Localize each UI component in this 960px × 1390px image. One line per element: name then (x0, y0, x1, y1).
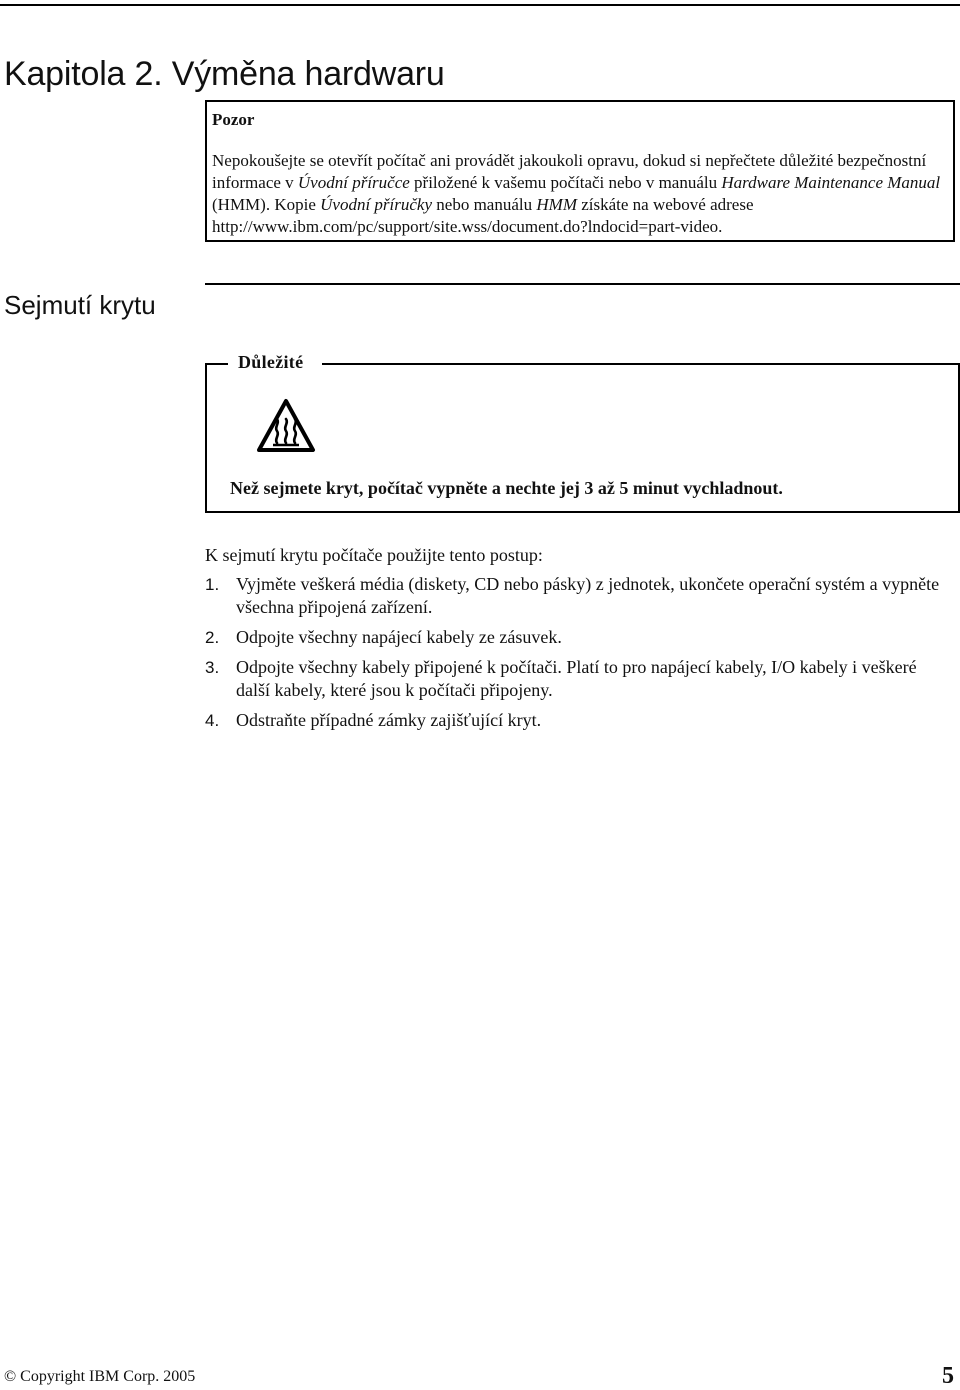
step-number: 4. (205, 711, 220, 730)
hot-surface-warning-icon (255, 397, 317, 455)
procedure-intro: K sejmutí krytu počítače použijte tento postup: (205, 545, 543, 565)
step-text: Odpojte všechny napájecí kabely ze zásuvek. (236, 627, 562, 647)
caution-text-part: (HMM). Kopie (212, 195, 321, 214)
list-item (205, 626, 955, 649)
section-rule (205, 283, 960, 285)
important-text: Než sejmete kryt, počítač vypněte a nechte jej 3 až 5 minut vychladnout. (230, 478, 783, 498)
list-item (205, 656, 955, 702)
step-number: 3. (205, 658, 220, 677)
section-title: Sejmutí krytu (4, 290, 156, 320)
top-rule (0, 4, 960, 6)
caution-text-italic: Hardware Maintenance Manual (721, 173, 941, 192)
chapter-title: Kapitola 2. Výměna hardwaru (4, 55, 445, 93)
step-number: 2. (205, 628, 220, 647)
caution-label: Pozor (212, 110, 255, 129)
caution-text-part: získáte na webové adrese http://www.ibm.com/pc/support/site.wss/document.do?lndocid=part-video. (212, 195, 754, 236)
step-text: Vyjměte veškerá média (diskety, CD nebo pásky) z jednotek, ukončete operační systém a vypněte všechna připojená zařízení. (236, 574, 940, 617)
caution-text-italic: HMM (536, 195, 577, 214)
important-box-top-border (322, 363, 960, 365)
caution-text-italic: Úvodní příručky (320, 195, 433, 214)
caution-text-part: Nepokoušejte se otevřít počítač ani provádět jakoukoli opravu, dokud si nepřečtete důležité bezpečnostní informace v (212, 151, 927, 192)
list-item (205, 573, 955, 619)
step-text: Odstraňte případné zámky zajišťující kryt. (236, 710, 542, 730)
important-box-top-border (205, 363, 228, 365)
caution-text (212, 150, 948, 238)
caution-text-italic: Úvodní příručce (297, 173, 410, 192)
page-number: 5 (942, 1363, 954, 1389)
footer-copyright: © Copyright IBM Corp. 2005 (4, 1368, 196, 1385)
caution-text-part: nebo manuálu (432, 195, 537, 214)
caution-box (205, 100, 955, 242)
step-number: 1. (205, 575, 220, 594)
important-label: Důležité (238, 352, 304, 372)
list-item (205, 709, 955, 732)
procedure-steps (205, 573, 955, 739)
caution-text-part: přiložené k vašemu počítači nebo v manuálu (409, 173, 722, 192)
step-text: Odpojte všechny kabely připojené k počítači. Platí to pro napájecí kabely, I/O kabely i veškeré další kabely, které jsou k počítači připojeny. (236, 657, 917, 700)
